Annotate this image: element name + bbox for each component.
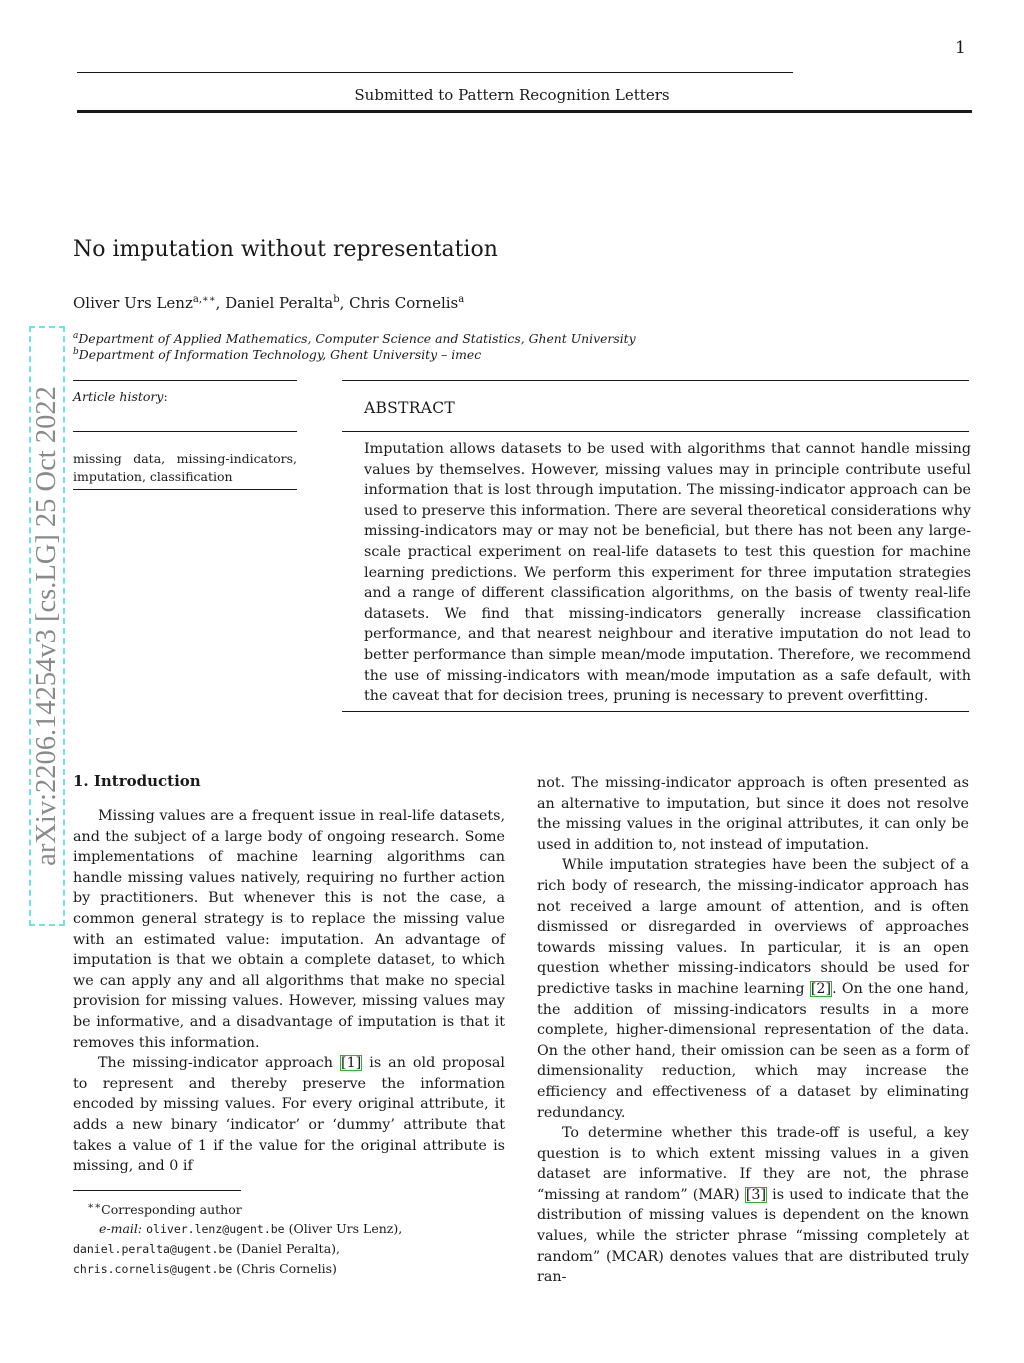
affiliation — [73, 347, 481, 362]
author-name: Daniel Peralta — [225, 294, 334, 312]
abstract-rule-top — [342, 380, 969, 381]
footnote-label: Corresponding author — [101, 1202, 242, 1218]
article-history-colon: : — [163, 389, 168, 404]
left-column — [73, 806, 505, 1177]
paragraph-text: To determine whether this trade-off is useful, a key question is to which extent missing values in a given dataset are informative. If they are not, the phrase “missing at random” (MAR) — [537, 1125, 969, 1203]
paragraph-text: While imputation strategies have been the subject of a rich body of research, the missing-indicator approach has not received a large amount of attention, and is often dismissed or disregarded in overviews of approaches towards missing values. In particular, it is an open question whether missing-indicators should be used for predictive tasks in machine learning — [537, 857, 969, 997]
citation-link[interactable]: [1] — [341, 1055, 362, 1072]
keywords: missing data, missing-indicators, imputation, classification — [73, 451, 297, 484]
arxiv-stamp: arXiv:2206.14254v3 [cs.LG] 25 Oct 2022 — [31, 386, 62, 866]
paragraph-text: is an old proposal to represent and thereby preserve the information encoded by missing values. For every original attribute, it adds a new binary ‘indicator’ or ‘dummy’ attribute that takes a value of 1 if the value for the original attribute is missing, and 0 if — [73, 1055, 506, 1175]
affiliation-text: Department of Applied Mathematics, Computer Science and Statistics, Ghent University — [78, 331, 636, 347]
author-marks: b — [333, 294, 340, 305]
footnote-line — [73, 1259, 513, 1279]
email-owner: (Daniel Peralta), — [236, 1241, 341, 1257]
author-name: Oliver Urs Lenz — [73, 294, 193, 312]
footnote-rule — [73, 1190, 241, 1191]
abstract-rule-middle — [342, 431, 969, 432]
info-rule-middle — [73, 431, 297, 432]
abstract-text: Imputation allows datasets to be used with algorithms that cannot handle missing values by themselves. However, missing values may in principle contribute useful information that is lost through imputation. The missing-indicator approach can be used to preserve this information. There are several theoretical considerations why missing-indicators may or may not be beneficial, but there has not been any large-scale practical experiment on real-life datasets to test this question for machine learning predictions. We perform this experiment for three imputation strategies and a range of different classification algorithms, on the basis of twenty real-life datasets. We find that missing-indicators generally increase classification performance, and that nearest neighbour and iterative imputation do not lead to better performance than simple mean/mode imputation. Therefore, we recommend the use of missing-indicators with mean/mode imputation as a safe default, with the caveat that for decision trees, pruning is necessary to prevent overfitting. — [364, 441, 971, 705]
footnote-mark: ∗∗ — [87, 1200, 102, 1212]
paper-title: No imputation without representation — [73, 237, 498, 262]
intro-paragraph-1: Missing values are a frequent issue in real-life datasets, and the subject of a large body of ongoing research. Some implementations of machine learning algorithms can handle missing values natively, requiring no further action by practitioners. But whenever this is not the case, a common general strategy is to replace the missing value with an estimated value: imputation. An advantage of imputation is that we obtain a complete dataset, to which we can apply any and all algorithms that make no special provision for missing values. However, missing values may be informative, and a disadvantage of imputation is that it removes this information. — [73, 808, 505, 1051]
footnote — [73, 1197, 513, 1279]
section-heading: 1. Introduction — [73, 772, 201, 790]
header-rule-thick — [77, 110, 972, 113]
affiliation-mark: b — [73, 347, 79, 357]
author-separator: , — [215, 294, 226, 312]
citation-link[interactable]: [3] — [745, 1186, 767, 1203]
info-rule-bottom — [73, 489, 297, 490]
author-marks: a — [458, 294, 465, 305]
right-column — [537, 773, 969, 1288]
abstract-heading: ABSTRACT — [364, 399, 456, 417]
email-address[interactable]: oliver.lenz@ugent.be — [146, 1222, 285, 1237]
email-owner: (Oliver Urs Lenz), — [288, 1221, 403, 1237]
email-address[interactable]: daniel.peralta@ugent.be — [73, 1242, 233, 1257]
paragraph-text: . On the one hand, the addition of missing-indicators results in a more complete, higher-dimensional representation of the data. On the other hand, their omission can be seen as a form of dimensionality reduction, which may increase the efficiency and effectiveness of a dataset by eliminating redundancy. — [537, 980, 969, 1121]
intro-paragraph-2-continued: not. The missing-indicator approach is often presented as an alternative to imputation, but since it does not resolve the missing values in the original attributes, it can only be used in addition to, not instead of imputation. — [537, 775, 969, 853]
author-separator: , — [339, 294, 350, 312]
article-history-label: Article history — [73, 389, 164, 404]
affiliation — [73, 331, 636, 346]
page-number: 1 — [955, 38, 966, 58]
email-label: e-mail: — [99, 1221, 143, 1237]
affiliation-text: Department of Information Technology, Ghent University – imec — [78, 347, 482, 363]
intro-paragraph-2 — [73, 1053, 505, 1177]
email-address[interactable]: chris.cornelis@ugent.be — [73, 1262, 233, 1277]
paragraph-text: The missing-indicator approach — [98, 1055, 340, 1072]
info-rule-top — [73, 380, 297, 381]
author-list — [73, 294, 464, 312]
article-history — [73, 389, 168, 404]
affiliation-mark: a — [73, 331, 79, 341]
intro-paragraph-3 — [537, 855, 969, 1123]
intro-paragraph-4 — [537, 1123, 969, 1288]
footnote-line — [73, 1197, 513, 1219]
journal-name: Submitted to Pattern Recognition Letters — [354, 86, 670, 104]
header-rule-top — [77, 72, 793, 73]
citation-link[interactable]: [2] — [810, 980, 832, 997]
abstract-rule-bottom — [342, 711, 969, 712]
author-name: Chris Cornelis — [349, 294, 459, 312]
footnote-line — [73, 1219, 513, 1239]
paragraph-text: is used to indicate that the distribution of missing values is dependent on the known values, while the stricter phrase “missing completely at random” (MCAR) denotes values that are distributed truly ran- — [537, 1186, 969, 1286]
author-marks: a,∗∗ — [192, 294, 216, 305]
footnote-line — [73, 1239, 513, 1259]
email-owner: (Chris Cornelis) — [236, 1261, 337, 1277]
